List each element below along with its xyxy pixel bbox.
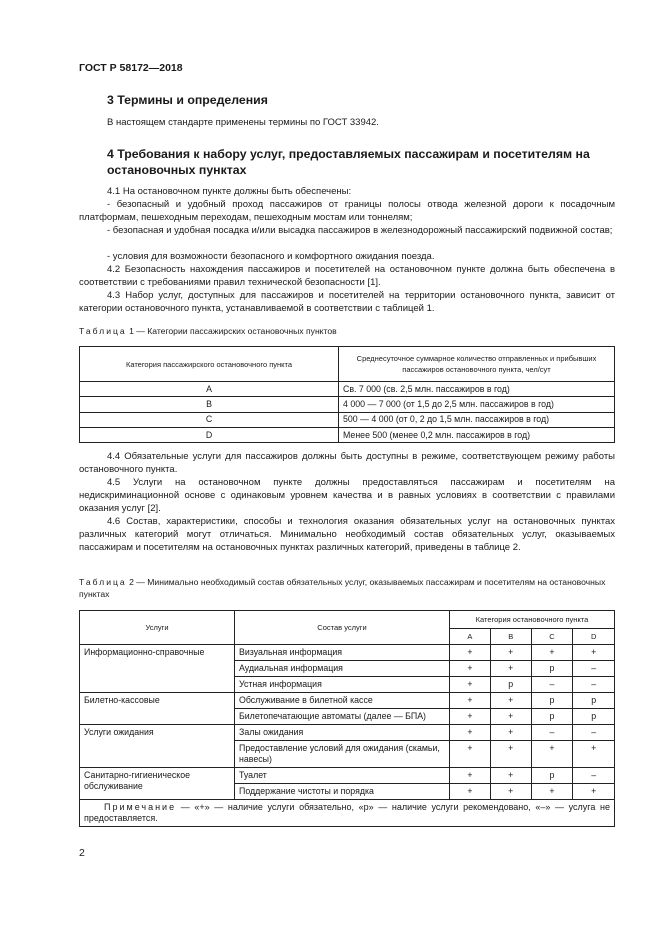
table-2-mark: +: [450, 661, 491, 677]
table-2-mark: –: [573, 677, 615, 693]
table-2-mark: р: [531, 661, 573, 677]
table-2-mark: +: [450, 677, 491, 693]
table-row: [80, 645, 615, 661]
table-2-mark: –: [573, 725, 615, 741]
table-2-mark: р: [490, 677, 531, 693]
table-2-mark: +: [531, 645, 573, 661]
paragraph-4-6: 4.6 Состав, характеристики, способы и технология оказания обязательных услуг на остановочных пунктах различных категорий могут отличаться. Минимально необходимый состав обязательных услуг, оказываемых пассажирам и посетителям на остановочных пунктах различных категорий, приведены в таблице 2.: [79, 516, 615, 553]
table-2-cat-d: D: [573, 629, 615, 645]
paragraph-4-1-item-3: - условия для возможности безопасного и комфортного ожидания поезда.: [107, 251, 435, 262]
paragraph-4-2: 4.2 Безопасность нахождения пассажиров и посетителей на остановочном пункте должна быть обеспечена в соответствии с требованиями правил технической безопасности [1].: [79, 264, 615, 288]
table-2-mark: –: [573, 768, 615, 784]
table-2-item: Устная информация: [235, 677, 450, 693]
table-row: [80, 397, 615, 412]
paragraph-4-1-item-1: - безопасный и удобный проход пассажиров от границы полосы отвода железной дороги к посадочным платформам, пешеходным переходам, пешеходным мостам или тоннелям;: [79, 199, 615, 223]
table-2-note: [80, 800, 615, 827]
table-2-item: Туалет: [235, 768, 450, 784]
table-2-group-name: Санитарно-гигиеническое обслуживание: [80, 768, 235, 800]
table-1-cell-value: Менее 500 (менее 0,2 млн. пассажиров в год): [339, 427, 615, 442]
table-2-mark: +: [573, 784, 615, 800]
table-2-item: Аудиальная информация: [235, 661, 450, 677]
table-1-caption-text: 1 — Категории пассажирских остановочных пунктов: [126, 326, 337, 336]
table-2-item: Билетопечатающие автоматы (далее — БПА): [235, 709, 450, 725]
table-2-mark: +: [531, 741, 573, 768]
table-2-mark: +: [450, 725, 491, 741]
table-2-mark: +: [573, 645, 615, 661]
table-1-cell-category: D: [80, 427, 339, 442]
table-row: [80, 768, 615, 784]
paragraph-4-1: 4.1 На остановочном пункте должны быть обеспечены:: [107, 186, 352, 197]
table-2-mark: р: [531, 768, 573, 784]
table-2-item: Визуальная информация: [235, 645, 450, 661]
table-row: [80, 725, 615, 741]
table-2-mark: р: [573, 693, 615, 709]
table-1-col-passengers: Среднесуточное суммарное количество отправленных и прибывших пассажиров остановочного пункта, чел/сут: [339, 347, 615, 382]
table-1-cell-category: B: [80, 397, 339, 412]
table-2-note-label: Примечание: [104, 802, 177, 812]
table-1-cell-value: 4 000 — 7 000 (от 1,5 до 2,5 млн. пассажиров в год): [339, 397, 615, 412]
table-2-mark: +: [450, 768, 491, 784]
table-2: [79, 610, 615, 827]
table-1-header-row: [80, 347, 615, 382]
table-2-mark: +: [490, 741, 531, 768]
paragraph-4-5: 4.5 Услуги на остановочном пункте должны предоставляться пассажирам и посетителям на недискриминационной основе с одинаковым уровнем качества и в равных условиях в соответствии с правилами оказания услуг [2].: [79, 477, 615, 514]
section-4-title: 4 Требования к набору услуг, предоставляемых пассажирам и посетителям на остановочных пунктах: [107, 147, 590, 177]
table-2-mark: р: [531, 693, 573, 709]
document-id: ГОСТ Р 58172—2018: [79, 62, 183, 74]
table-1-cell-value: 500 — 4 000 (от 0, 2 до 1,5 млн. пассажиров в год): [339, 412, 615, 427]
table-2-mark: –: [531, 725, 573, 741]
table-2-note-text: — «+» — наличие услуги обязательно, «р» — наличие услуги рекомендовано, «–» — услуга не предоставляется.: [84, 802, 610, 823]
table-2-item: Предоставление условий для ожидания (скамьи, навесы): [235, 741, 450, 768]
table-2-col-services: Услуги: [80, 611, 235, 645]
table-2-mark: +: [490, 768, 531, 784]
table-2-mark: +: [573, 741, 615, 768]
section-3-title: 3 Термины и определения: [107, 93, 268, 107]
table-row: [80, 412, 615, 427]
table-2-item: Залы ожидания: [235, 725, 450, 741]
paragraph-4-4: 4.4 Обязательные услуги для пассажиров должны быть доступны в режиме, соответствующем режиму работы остановочного пункта.: [79, 451, 615, 475]
table-2-mark: +: [490, 784, 531, 800]
page-number: 2: [79, 847, 85, 859]
table-2-mark: +: [450, 693, 491, 709]
table-2-cat-c: C: [531, 629, 573, 645]
table-2-mark: +: [490, 661, 531, 677]
table-1-caption-label: Таблица: [79, 326, 127, 336]
table-2-mark: +: [450, 741, 491, 768]
table-2-mark: +: [490, 709, 531, 725]
table-2-mark: –: [573, 661, 615, 677]
table-1-cell-value: Св. 7 000 (св. 2,5 млн. пассажиров в год): [339, 382, 615, 397]
table-2-note-row: [80, 800, 615, 827]
table-2-group-name: Билетно-кассовые: [80, 693, 235, 725]
table-2-cat-a: A: [450, 629, 491, 645]
table-2-mark: +: [450, 645, 491, 661]
table-2-caption: [79, 576, 615, 600]
table-2-mark: +: [531, 784, 573, 800]
paragraph-4-1-item-2: - безопасная и удобная посадка и/или высадка пассажиров в железнодорожный пассажирский подвижной состав;: [107, 225, 613, 236]
table-2-mark: –: [531, 677, 573, 693]
table-row: [80, 693, 615, 709]
table-1-cell-category: C: [80, 412, 339, 427]
table-1-col-category: Категория пассажирского остановочного пункта: [80, 347, 339, 382]
table-2-mark: +: [490, 693, 531, 709]
table-2-group-name: Информационно-справочные: [80, 645, 235, 693]
section-3-text: В настоящем стандарте применены термины по ГОСТ 33942.: [107, 117, 379, 128]
table-1-cell-category: A: [80, 382, 339, 397]
table-2-cat-b: B: [490, 629, 531, 645]
table-2-mark: +: [490, 725, 531, 741]
table-row: [80, 382, 615, 397]
table-2-header-row: [80, 611, 615, 629]
table-2-mark: +: [490, 645, 531, 661]
table-row: [80, 427, 615, 442]
table-1-caption: [79, 325, 615, 337]
table-2-item: Поддержание чистоты и порядка: [235, 784, 450, 800]
table-2-mark: +: [450, 709, 491, 725]
table-2-col-category: Категория остановочного пункта: [450, 611, 615, 629]
table-2-caption-text: 2 — Минимально необходимый состав обязательных услуг, оказываемых пассажирам и посетителям на остановочных пунктах: [79, 577, 606, 599]
table-1: [79, 346, 615, 443]
table-2-mark: р: [531, 709, 573, 725]
table-2-col-composition: Состав услуги: [235, 611, 450, 645]
table-2-group-name: Услуги ожидания: [80, 725, 235, 768]
paragraph-4-3: 4.3 Набор услуг, доступных для пассажиров и посетителей на территории остановочного пункта, зависит от категории остановочного пункта, устанавливаемой в соответствии с таблицей 1.: [79, 290, 615, 314]
table-2-mark: +: [450, 784, 491, 800]
table-2-caption-label: Таблица: [79, 577, 127, 587]
table-2-item: Обслуживание в билетной кассе: [235, 693, 450, 709]
table-2-mark: р: [573, 709, 615, 725]
